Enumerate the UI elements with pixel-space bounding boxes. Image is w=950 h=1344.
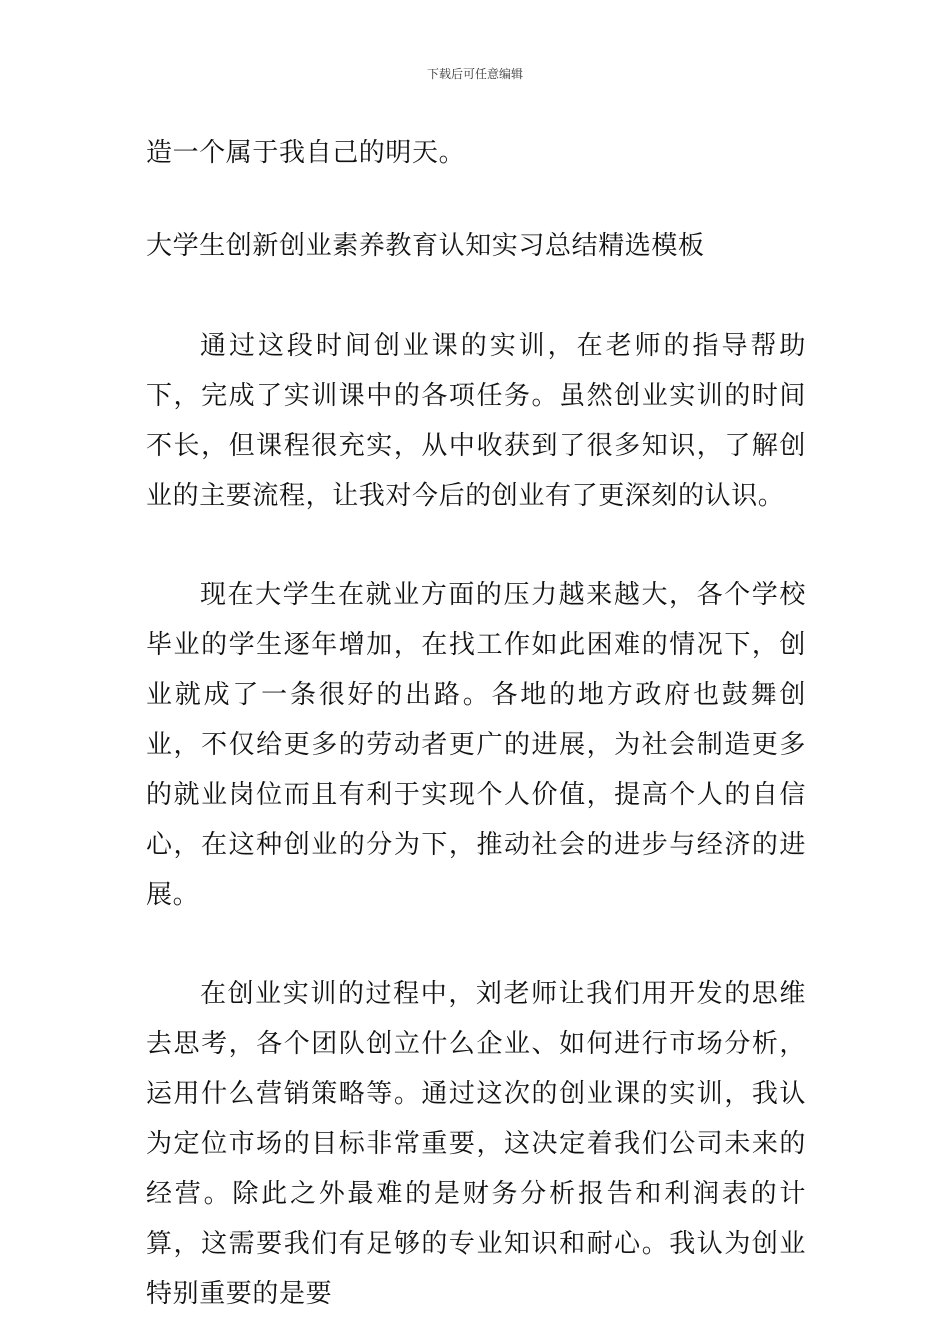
page-header: 下载后可任意编辑 — [426, 67, 523, 81]
paragraph-2: 现在大学生在就业方面的压力越来越大，各个学校毕业的学生逐年增加，在找工作如此困难的情况下，创业就成了一条很好的出路。各地的地方政府也鼓舞创业，不仅给更多的劳动者更广的进展，为社会制造更多的就业岗位而且有利于实现个人价值，提高个人的自信心，在这种创业的分为下，推动社会的进步与经济的进展。 — [146, 580, 806, 910]
spacer — [146, 521, 806, 570]
paragraph-3: 在创业实训的过程中，刘老师让我们用开发的思维去思考，各个团队创立什么企业、如何进行市场分析，运用什么营销策略等。通过这次的创业课的实训，我认为定位市场的目标非常重要，这决定着我们公司未来的经营。除此之外最难的是财务分析报告和利润表的计算，这需要我们有足够的专业知识和耐心。我认为创业特别重要的是要 — [146, 979, 806, 1309]
opening-line: 造一个属于我自己的明天。 — [146, 138, 466, 168]
spacer — [146, 270, 806, 321]
document-title: 大学生创新创业素养教育认知实习总结精选模板 — [146, 231, 705, 261]
document-body — [146, 130, 806, 1319]
spacer — [146, 177, 806, 223]
paragraph-1: 通过这段时间创业课的实训，在老师的指导帮助下，完成了实训课中的各项任务。虽然创业实训的时间不长，但课程很充实，从中收获到了很多知识，了解创业的主要流程，让我对今后的创业有了更深刻的认识。 — [146, 331, 806, 511]
spacer — [146, 920, 806, 969]
